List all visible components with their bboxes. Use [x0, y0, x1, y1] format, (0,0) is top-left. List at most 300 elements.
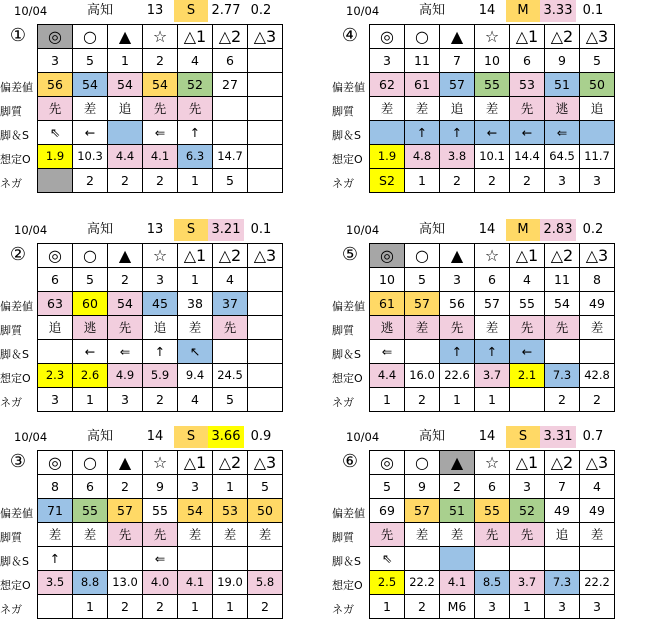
- odds-cell: 2.5: [370, 571, 405, 595]
- odds-cell: 14.4: [510, 145, 545, 169]
- hensachi-cell: 49: [580, 292, 615, 316]
- arrow-cell: [405, 547, 440, 571]
- race-header: [0, 426, 320, 448]
- hensachi-cell: 57: [405, 499, 440, 523]
- mark-cell: ◎: [38, 244, 73, 268]
- nega-cell: 1: [370, 388, 405, 412]
- row-label-kyaku-s: 脚＆S: [0, 555, 29, 568]
- style-cell: 先: [178, 97, 213, 121]
- horse-number-cell: 2: [108, 475, 143, 499]
- hensachi-cell: 54: [178, 499, 213, 523]
- hensachi-cell: 55: [143, 499, 178, 523]
- arrow-cell: ←: [510, 121, 545, 145]
- race-block-4: [332, 0, 652, 200]
- hensachi-row: [38, 499, 283, 523]
- horse-number-cell: 3: [440, 268, 475, 292]
- race-header: [332, 0, 652, 22]
- mark-cell: △3: [580, 244, 615, 268]
- mark-cell: △1: [510, 451, 545, 475]
- horse-number-cell: 5: [73, 268, 108, 292]
- kyakushitsu-row: [38, 316, 283, 340]
- race-date: 10/04: [14, 430, 48, 444]
- odds-cell: 5.8: [248, 571, 283, 595]
- race-venue: 高知: [418, 3, 445, 18]
- row-label-hensachi: 偏差値: [332, 81, 365, 94]
- row-label-hensachi: 偏差値: [0, 507, 33, 520]
- prediction-grid: [369, 450, 615, 619]
- style-cell: 差: [213, 523, 248, 547]
- arrow-cell: [405, 340, 440, 364]
- mark-cell: △2: [545, 451, 580, 475]
- marks-row: [38, 451, 283, 475]
- race-index: 0.2: [582, 222, 604, 237]
- hensachi-cell: 54: [545, 292, 580, 316]
- row-label-soutei: 想定O: [332, 579, 363, 592]
- mark-cell: △3: [580, 25, 615, 49]
- kyakushitsu-row: [38, 97, 283, 121]
- mark-cell: △1: [510, 244, 545, 268]
- nega-cell: 2: [405, 388, 440, 412]
- arrow-cell: [370, 121, 405, 145]
- horse-number-cell: 8: [580, 268, 615, 292]
- hensachi-cell: 54: [143, 73, 178, 97]
- race-block-3: [0, 426, 320, 626]
- race-number: ②: [9, 244, 27, 265]
- row-label-kyakushitsu: 脚質: [0, 105, 22, 118]
- arrow-cell: [440, 547, 475, 571]
- style-cell: 差: [73, 97, 108, 121]
- race-odds: 3.21: [208, 219, 244, 241]
- track-condition: S: [174, 0, 208, 22]
- style-cell: 差: [440, 523, 475, 547]
- odds-cell: 1.9: [370, 145, 405, 169]
- nega-cell: 1: [178, 595, 213, 619]
- hensachi-cell: 49: [580, 499, 615, 523]
- horse-number-cell: 1: [178, 268, 213, 292]
- race-index: 0.2: [250, 3, 272, 18]
- race-odds: 3.66: [208, 426, 244, 448]
- race-number: ⑥: [341, 451, 359, 472]
- nega-cell: 1: [213, 595, 248, 619]
- odds-cell: 22.2: [580, 571, 615, 595]
- odds-cell: 11.7: [580, 145, 615, 169]
- hensachi-cell: 61: [370, 292, 405, 316]
- mark-cell: ▲: [108, 244, 143, 268]
- race-number: ③: [9, 451, 27, 472]
- horse-number-cell: [248, 49, 283, 73]
- style-cell: [213, 97, 248, 121]
- mark-cell: ○: [73, 244, 108, 268]
- mark-cell: ☆: [143, 451, 178, 475]
- hensachi-cell: 45: [143, 292, 178, 316]
- arrow-cell: [213, 121, 248, 145]
- style-cell: 先: [143, 523, 178, 547]
- arrow-cell: [545, 340, 580, 364]
- mark-cell: ○: [405, 25, 440, 49]
- odds-cell: [248, 364, 283, 388]
- hensachi-cell: 57: [108, 499, 143, 523]
- odds-cell: 8.5: [475, 571, 510, 595]
- mark-cell: ▲: [440, 25, 475, 49]
- horse-number-cell: 6: [475, 475, 510, 499]
- row-label-soutei: 想定O: [0, 153, 31, 166]
- mark-cell: ◎: [370, 451, 405, 475]
- row-label-hensachi: 偏差値: [332, 507, 365, 520]
- nega-cell: 2: [143, 388, 178, 412]
- arrow-cell: [213, 340, 248, 364]
- marks-row: [38, 25, 283, 49]
- prediction-grid: [369, 243, 615, 412]
- arrow-cell: [248, 340, 283, 364]
- odds-cell: 3.7: [475, 364, 510, 388]
- arrow-cell: ⇐: [143, 121, 178, 145]
- arrow-cell: ←: [73, 121, 108, 145]
- style-cell: 差: [475, 316, 510, 340]
- hensachi-cell: 50: [580, 73, 615, 97]
- odds-cell: 9.4: [178, 364, 213, 388]
- mark-cell: △3: [248, 451, 283, 475]
- odds-cell: 4.8: [405, 145, 440, 169]
- arrow-cell: ↑: [440, 340, 475, 364]
- marks-row: [370, 244, 615, 268]
- nega-cell: 1: [405, 169, 440, 193]
- horse-number-cell: 6: [73, 475, 108, 499]
- hensachi-cell: 57: [405, 292, 440, 316]
- horse-number-cell: 8: [38, 475, 73, 499]
- nega-cell: 1: [510, 595, 545, 619]
- row-label-nega: ネガ: [332, 177, 354, 190]
- style-cell: 先: [213, 316, 248, 340]
- odds-cell: 22.2: [405, 571, 440, 595]
- hensachi-cell: 52: [178, 73, 213, 97]
- arrow-cell: [213, 547, 248, 571]
- style-cell: 逃: [370, 316, 405, 340]
- odds-cell: 5.9: [143, 364, 178, 388]
- odds-cell: 19.0: [213, 571, 248, 595]
- race-venue: 高知: [86, 3, 113, 18]
- race-header: [0, 0, 320, 22]
- track-condition: S: [174, 426, 208, 448]
- odds-cell: 13.0: [108, 571, 143, 595]
- arrow-cell: ↑: [405, 121, 440, 145]
- horse-number-cell: 3: [370, 49, 405, 73]
- row-label-kyakushitsu: 脚質: [332, 324, 354, 337]
- arrow-cell: [38, 340, 73, 364]
- race-header: [332, 219, 652, 241]
- marks-row: [370, 451, 615, 475]
- hensachi-cell: 55: [475, 73, 510, 97]
- style-cell: 追: [108, 97, 143, 121]
- horse-number-cell: 11: [545, 268, 580, 292]
- horse-number-cell: 1: [108, 49, 143, 73]
- mark-cell: ☆: [475, 451, 510, 475]
- soutei-row: [370, 145, 615, 169]
- hensachi-cell: 57: [440, 73, 475, 97]
- nega-cell: 2: [248, 595, 283, 619]
- arrow-cell: ⇐: [370, 340, 405, 364]
- horse-number-cell: 3: [178, 475, 213, 499]
- prediction-grid: [37, 24, 283, 193]
- horse-number-cell: 5: [248, 475, 283, 499]
- hensachi-cell: [248, 73, 283, 97]
- odds-cell: 42.8: [580, 364, 615, 388]
- hensachi-cell: 50: [248, 499, 283, 523]
- nega-cell: 5: [213, 388, 248, 412]
- soutei-row: [370, 571, 615, 595]
- soutei-row: [38, 571, 283, 595]
- nega-cell: 1: [73, 388, 108, 412]
- mark-cell: △2: [213, 244, 248, 268]
- mark-cell: △3: [248, 25, 283, 49]
- row-label-kyaku-s: 脚＆S: [0, 129, 29, 142]
- mark-cell: △1: [510, 25, 545, 49]
- arrow-cell: [178, 547, 213, 571]
- nega-cell: 2: [108, 169, 143, 193]
- horse-number-cell: 2: [143, 49, 178, 73]
- horse-number-cell: 6: [510, 49, 545, 73]
- odds-cell: 4.1: [143, 145, 178, 169]
- nega-cell: 2: [545, 388, 580, 412]
- row-label-hensachi: 偏差値: [0, 81, 33, 94]
- horse-number-cell: 3: [143, 268, 178, 292]
- mark-cell: ◎: [38, 451, 73, 475]
- arrow-cell: [248, 121, 283, 145]
- hensachi-cell: 54: [73, 73, 108, 97]
- nega-row: [38, 595, 283, 619]
- race-header: [0, 219, 320, 241]
- arrow-cell: [580, 121, 615, 145]
- arrow-cell: [248, 547, 283, 571]
- race-index: 0.7: [582, 429, 604, 444]
- horse-number-cell: 4: [178, 49, 213, 73]
- arrow-cell: ↑: [38, 547, 73, 571]
- style-cell: 追: [143, 316, 178, 340]
- arrow-cell: ←: [73, 340, 108, 364]
- odds-cell: 4.4: [108, 145, 143, 169]
- row-label-soutei: 想定O: [332, 153, 363, 166]
- marks-row: [38, 244, 283, 268]
- hensachi-row: [38, 73, 283, 97]
- hensachi-row: [370, 292, 615, 316]
- hensachi-row: [370, 73, 615, 97]
- race-venue: 高知: [418, 222, 445, 237]
- arrow-cell: ⇐: [545, 121, 580, 145]
- arrow-cell: ←: [510, 340, 545, 364]
- nega-cell: 5: [213, 169, 248, 193]
- race-date: 10/04: [346, 430, 380, 444]
- odds-cell: 14.7: [213, 145, 248, 169]
- kyakushitsu-row: [370, 316, 615, 340]
- style-cell: 逃: [545, 97, 580, 121]
- mark-cell: ○: [73, 451, 108, 475]
- nega-cell: 2: [510, 169, 545, 193]
- horse-number-cell: 3: [38, 49, 73, 73]
- style-cell: 差: [405, 97, 440, 121]
- odds-cell: 16.0: [405, 364, 440, 388]
- nega-row: [370, 169, 615, 193]
- track-condition: S: [506, 426, 540, 448]
- odds-cell: [248, 145, 283, 169]
- odds-cell: 64.5: [545, 145, 580, 169]
- nega-cell: 3: [580, 595, 615, 619]
- mark-cell: △2: [545, 25, 580, 49]
- style-cell: 先: [143, 97, 178, 121]
- track-condition: M: [506, 0, 540, 22]
- nega-cell: 3: [108, 388, 143, 412]
- kyaku-s-row: [38, 121, 283, 145]
- nega-cell: 1: [178, 169, 213, 193]
- style-cell: 先: [440, 316, 475, 340]
- odds-cell: 22.6: [440, 364, 475, 388]
- horse-number-cell: 10: [475, 49, 510, 73]
- style-cell: 差: [580, 523, 615, 547]
- race-number: ⑤: [341, 244, 359, 265]
- race-odds: 3.31: [540, 426, 576, 448]
- mark-cell: ○: [405, 244, 440, 268]
- race-index: 0.1: [582, 3, 604, 18]
- race-block-2: [0, 219, 320, 419]
- style-cell: 差: [580, 316, 615, 340]
- arrow-cell: [580, 547, 615, 571]
- mark-cell: ☆: [143, 244, 178, 268]
- race-date: 10/04: [14, 4, 48, 18]
- nega-row: [370, 388, 615, 412]
- mark-cell: △2: [213, 25, 248, 49]
- arrow-cell: [475, 547, 510, 571]
- arrow-cell: ⇖: [370, 547, 405, 571]
- hensachi-cell: 69: [370, 499, 405, 523]
- soutei-row: [38, 364, 283, 388]
- odds-cell: 6.3: [178, 145, 213, 169]
- horse-number-cell: 3: [510, 475, 545, 499]
- style-cell: 先: [475, 523, 510, 547]
- odds-cell: 2.3: [38, 364, 73, 388]
- race-odds: 2.77: [211, 3, 241, 18]
- odds-cell: 8.8: [73, 571, 108, 595]
- row-label-kyaku-s: 脚＆S: [0, 348, 29, 361]
- nega-cell: M6: [440, 595, 475, 619]
- arrow-cell: ⇐: [143, 547, 178, 571]
- race-date: 10/04: [346, 223, 380, 237]
- mark-cell: ☆: [143, 25, 178, 49]
- nega-cell: 3: [38, 388, 73, 412]
- race-block-5: [332, 219, 652, 419]
- prediction-grid: [37, 450, 283, 619]
- nega-cell: 2: [143, 595, 178, 619]
- race-block-1: [0, 0, 320, 200]
- nega-cell: S2: [370, 169, 405, 193]
- nega-cell: 3: [545, 595, 580, 619]
- hensachi-cell: 55: [73, 499, 108, 523]
- arrow-cell: ←: [475, 121, 510, 145]
- nega-cell: 3: [545, 169, 580, 193]
- row-label-nega: ネガ: [332, 396, 354, 409]
- race-index: 0.9: [250, 429, 272, 444]
- hensachi-cell: 57: [475, 292, 510, 316]
- hensachi-cell: 51: [545, 73, 580, 97]
- horse-number-cell: 11: [405, 49, 440, 73]
- soutei-row: [38, 145, 283, 169]
- track-condition: M: [506, 219, 540, 241]
- horse-number-cell: 1: [213, 475, 248, 499]
- mark-cell: ☆: [475, 25, 510, 49]
- kyakushitsu-row: [370, 523, 615, 547]
- row-label-kyakushitsu: 脚質: [0, 324, 22, 337]
- odds-cell: 4.1: [178, 571, 213, 595]
- horse-number-row: [38, 475, 283, 499]
- hensachi-row: [370, 499, 615, 523]
- style-cell: 逃: [73, 316, 108, 340]
- marks-row: [370, 25, 615, 49]
- odds-cell: 3.7: [510, 571, 545, 595]
- mark-cell: ▲: [440, 244, 475, 268]
- horse-number-cell: 5: [370, 475, 405, 499]
- nega-cell: [248, 169, 283, 193]
- kyakushitsu-row: [370, 97, 615, 121]
- nega-cell: 1: [440, 388, 475, 412]
- horse-number-cell: 9: [405, 475, 440, 499]
- odds-cell: 3.8: [440, 145, 475, 169]
- arrow-cell: [510, 547, 545, 571]
- horse-number-row: [370, 475, 615, 499]
- hensachi-cell: 55: [475, 499, 510, 523]
- arrow-cell: ⇖: [38, 121, 73, 145]
- horse-number-cell: 2: [108, 268, 143, 292]
- field-size: 14: [478, 429, 496, 444]
- arrow-cell: [580, 340, 615, 364]
- race-venue: 高知: [418, 429, 445, 444]
- hensachi-cell: [248, 292, 283, 316]
- nega-cell: 1: [475, 388, 510, 412]
- style-cell: 先: [38, 97, 73, 121]
- nega-cell: 2: [143, 169, 178, 193]
- horse-number-cell: 10: [370, 268, 405, 292]
- odds-cell: 10.3: [73, 145, 108, 169]
- arrow-cell: ↑: [475, 340, 510, 364]
- row-label-kyaku-s: 脚＆S: [332, 348, 361, 361]
- race-odds: 2.83: [540, 219, 576, 241]
- hensachi-cell: 37: [213, 292, 248, 316]
- mark-cell: ◎: [370, 25, 405, 49]
- hensachi-cell: 49: [545, 499, 580, 523]
- nega-cell: 2: [73, 169, 108, 193]
- nega-cell: 2: [475, 169, 510, 193]
- odds-cell: 7.3: [545, 364, 580, 388]
- odds-cell: 1.9: [38, 145, 73, 169]
- hensachi-cell: 27: [213, 73, 248, 97]
- nega-cell: [248, 388, 283, 412]
- hensachi-cell: 56: [38, 73, 73, 97]
- hensachi-cell: 52: [510, 499, 545, 523]
- arrow-cell: [73, 547, 108, 571]
- nega-cell: 1: [370, 595, 405, 619]
- nega-cell: 2: [580, 388, 615, 412]
- style-cell: [248, 97, 283, 121]
- odds-cell: 4.0: [143, 571, 178, 595]
- nega-cell: 4: [178, 388, 213, 412]
- style-cell: 差: [475, 97, 510, 121]
- nega-cell: [38, 169, 73, 193]
- style-cell: 差: [178, 316, 213, 340]
- style-cell: 先: [510, 97, 545, 121]
- race-header: [332, 426, 652, 448]
- row-label-nega: ネガ: [0, 603, 22, 616]
- arrow-cell: ↑: [178, 121, 213, 145]
- horse-number-cell: 2: [440, 475, 475, 499]
- row-label-hensachi: 偏差値: [0, 300, 33, 313]
- kyaku-s-row: [370, 121, 615, 145]
- horse-number-cell: 6: [38, 268, 73, 292]
